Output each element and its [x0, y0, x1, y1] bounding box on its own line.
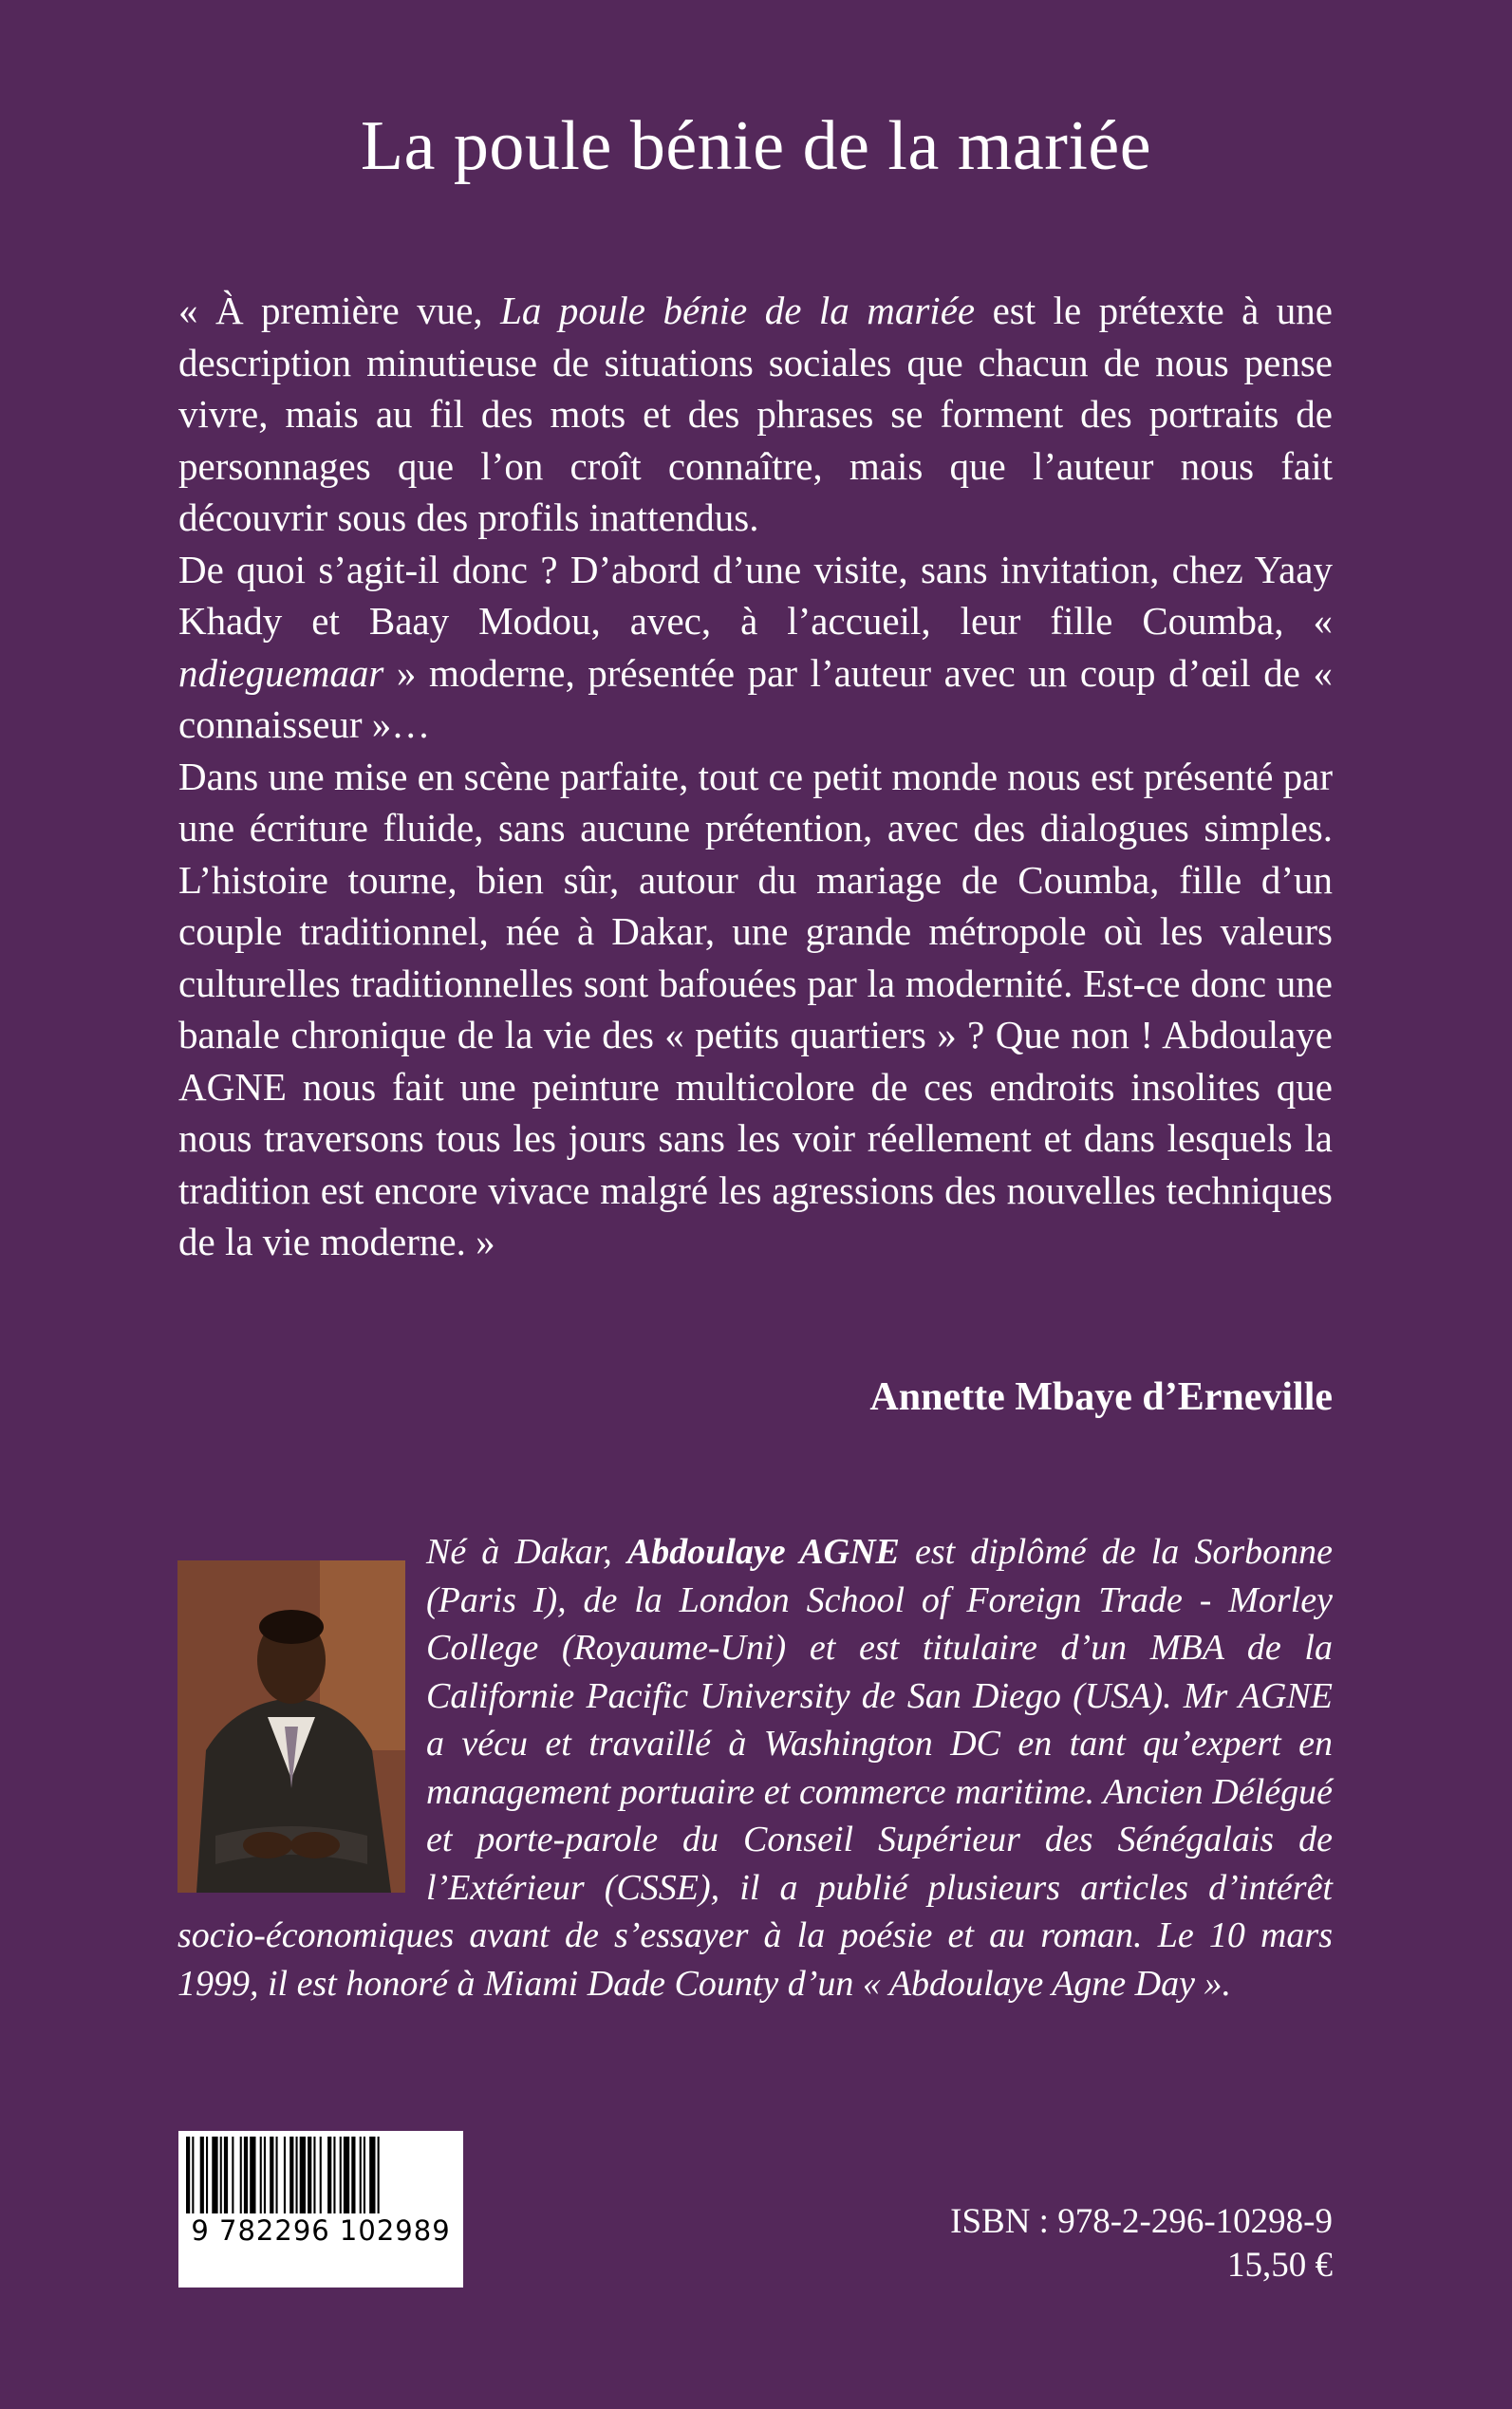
blurb-paragraph-1: [178, 285, 1333, 544]
book-title: La poule bénie de la mariée: [360, 107, 1152, 185]
barcode-bar: [186, 2137, 190, 2216]
quote-signature: Annette Mbaye d’Erneville: [869, 1375, 1333, 1419]
barcode-bars: [178, 2131, 463, 2216]
blurb-text: « À première vue,: [178, 289, 501, 332]
barcode-bar: [300, 2137, 306, 2216]
barcode-bar: [224, 2137, 228, 2216]
bio-text: Né à Dakar,: [426, 1532, 627, 1572]
barcode-bar: [212, 2137, 217, 2216]
barcode-bar: [232, 2137, 233, 2216]
barcode-bar: [289, 2137, 293, 2216]
barcode-bar: [284, 2137, 286, 2216]
barcode-bar: [378, 2137, 380, 2216]
author-photo: [177, 1560, 405, 1893]
blurb-paragraph-3: Dans une mise en scène parfaite, tout ce petit monde nous est présenté par une écriture fluide, sans aucune prétention, avec des dialogues simples. L’histoire tourne, bien sûr, autour du mariage de Coumba, fille d’un couple traditionnel, née à Dakar, une grande métropole où les valeurs culturelles traditionnelles sont bafouées par la modernité. Est-ce donc une banale chronique de la vie des « petits quartiers » ? Que non ! Abdoulaye AGNE nous fait une peinture multicolore de ces endroits insolites que nous traversons tous les jours sans les voir réellement et dans lesquels la tradition est encore vivace malgré les agressions des nouvelles techniques de la vie moderne. »: [178, 754, 1333, 1263]
author-photo-image: [177, 1560, 405, 1893]
price: 15,50 €: [1227, 2246, 1333, 2285]
barcode-bar: [206, 2137, 208, 2216]
barcode-bar: [327, 2137, 331, 2216]
barcode-bar: [351, 2137, 355, 2216]
isbn-number: ISBN : 978-2-296-10298-9: [950, 2202, 1333, 2241]
barcode-bar: [244, 2137, 248, 2216]
back-cover-blurb: [178, 285, 1333, 1268]
barcode: [178, 2131, 463, 2288]
barcode-bar: [296, 2137, 298, 2216]
blurb-book-title: La poule bénie de la mariée: [500, 289, 976, 332]
barcode-bar: [260, 2137, 262, 2216]
blurb-italic-term: ndieguemaar: [178, 650, 384, 695]
barcode-bar: [220, 2137, 222, 2216]
blurb-text: De quoi s’agit-il donc ? D’abord d’une visite, sans invitation, chez Yaay Khady et Baay Modou, avec, à l’accueil, leur fille Coumba, «: [178, 547, 1333, 643]
barcode-bar: [320, 2137, 322, 2216]
barcode-bar: [333, 2137, 335, 2216]
barcode-bar: [192, 2137, 194, 2216]
barcode-bar: [264, 2137, 266, 2216]
barcode-bar: [344, 2137, 349, 2216]
blurb-text: est le prétexte à une description minutieuse de situations sociales que chacun de nous pense vivre, mais au fil des mots et des phrases se forment des portraits de personnages que l’on croît connaître, mais que l’auteur nous fait découvrir sous des profils inattendus.: [178, 289, 1333, 539]
barcode-bar: [360, 2137, 362, 2216]
barcode-bar: [200, 2137, 204, 2216]
barcode-number: 9 782296 102989: [178, 2213, 463, 2248]
barcode-bar: [313, 2137, 315, 2216]
bio-author-name: Abdoulaye AGNE: [626, 1532, 900, 1572]
barcode-bar: [250, 2137, 255, 2216]
barcode-bar: [364, 2137, 365, 2216]
barcode-bar: [369, 2137, 375, 2216]
barcode-bar: [270, 2137, 273, 2216]
barcode-bar: [240, 2137, 242, 2216]
blurb-paragraph-2: [178, 544, 1333, 751]
isbn-block: [950, 2200, 1333, 2288]
barcode-bar: [276, 2137, 278, 2216]
blurb-text: » moderne, présentée par l’auteur avec un coup d’œil de « connaisseur »…: [178, 650, 1333, 746]
barcode-bar: [340, 2137, 342, 2216]
barcode-bar: [308, 2137, 311, 2216]
bio-text: est diplômé de la Sorbonne (Paris I), de la London School of Foreign Trade - Morley College (Royaume-Uni) et est titulaire d’un MBA de la Californie Pacific University de San Diego (USA). Mr AGNE a vécu et travaillé à Washington DC en tant qu’expert en management portuaire et commerce maritime. Ancien Délégué et porte-parole du Conseil Supérieur des Sénégalais de l’Extérieur (CSSE), il a publié plusieurs articles d’intérêt socio-économiques avant de s’essayer à la poésie et au roman. Le 10 mars 1999, il est honoré à Miami Dade County d’un « Abdoulaye Agne Day ».: [177, 1532, 1333, 2004]
